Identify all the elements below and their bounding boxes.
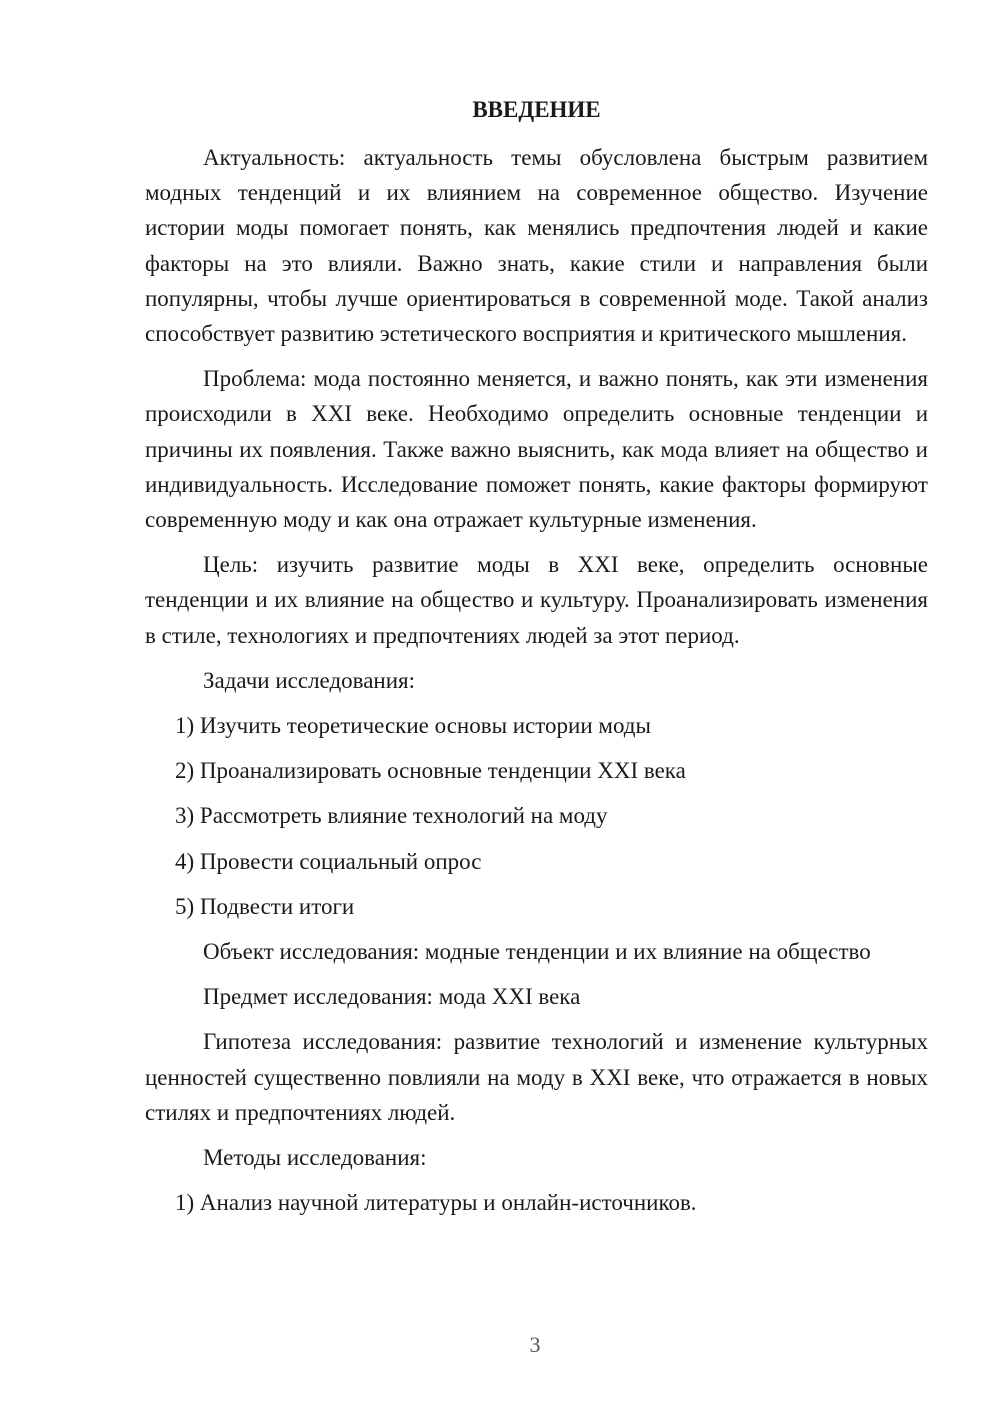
page-number: 3: [529, 1332, 541, 1357]
tasks-list: [145, 708, 928, 924]
document-page: [145, 92, 928, 1230]
list-item: 1) Анализ научной литературы и онлайн-источников.: [175, 1190, 697, 1216]
object-line: Объект исследования: модные тенденции и их влияние на общество: [203, 939, 871, 965]
list-item: 1) Изучить теоретические основы истории моды: [175, 713, 651, 739]
methods-list: [145, 1185, 928, 1220]
list-item: 2) Проанализировать основные тенденции XXI века: [175, 758, 686, 784]
list-item: 4) Провести социальный опрос: [175, 848, 482, 874]
problem-paragraph: Проблема: мода постоянно меняется, и важно понять, как эти изменения происходили в XXI веке. Необходимо определить основные тенденции и причины их появления. Также важно выяснить, как мода влияет на общество и индивидуальность. Исследование поможет понять, какие факторы формируют современную моду и как она отражает культурные изменения.: [145, 366, 928, 533]
goal-paragraph: Цель: изучить развитие моды в XXI веке, определить основные тенденции и их влияние на общество и культуру. Проанализировать изменения в стиле, технологиях и предпочтениях людей за этот период.: [145, 552, 928, 648]
list-item: 3) Рассмотреть влияние технологий на моду: [175, 803, 608, 829]
page-title: ВВЕДЕНИЕ: [472, 97, 601, 122]
relevance-paragraph: Актуальность: актуальность темы обусловлена быстрым развитием модных тенденций и их влиянием на современное общество. Изучение истории моды помогает понять, как менялись предпочтения людей и какие факторы на это влияли. Важно знать, какие стили и направления были популярны, чтобы лучше ориентироваться в современной моде. Такой анализ способствует развитию эстетического восприятия и критического мышления.: [145, 145, 928, 347]
hypothesis-paragraph: Гипотеза исследования: развитие технологий и изменение культурных ценностей существенно повлияли на моду в XXI веке, что отражается в новых стилях и предпочтениях людей.: [145, 1029, 928, 1125]
subject-line: Предмет исследования: мода XXI века: [203, 984, 581, 1010]
list-item: 5) Подвести итоги: [175, 893, 355, 919]
tasks-heading: Задачи исследования:: [203, 667, 416, 693]
methods-heading: Методы исследования:: [203, 1145, 427, 1171]
